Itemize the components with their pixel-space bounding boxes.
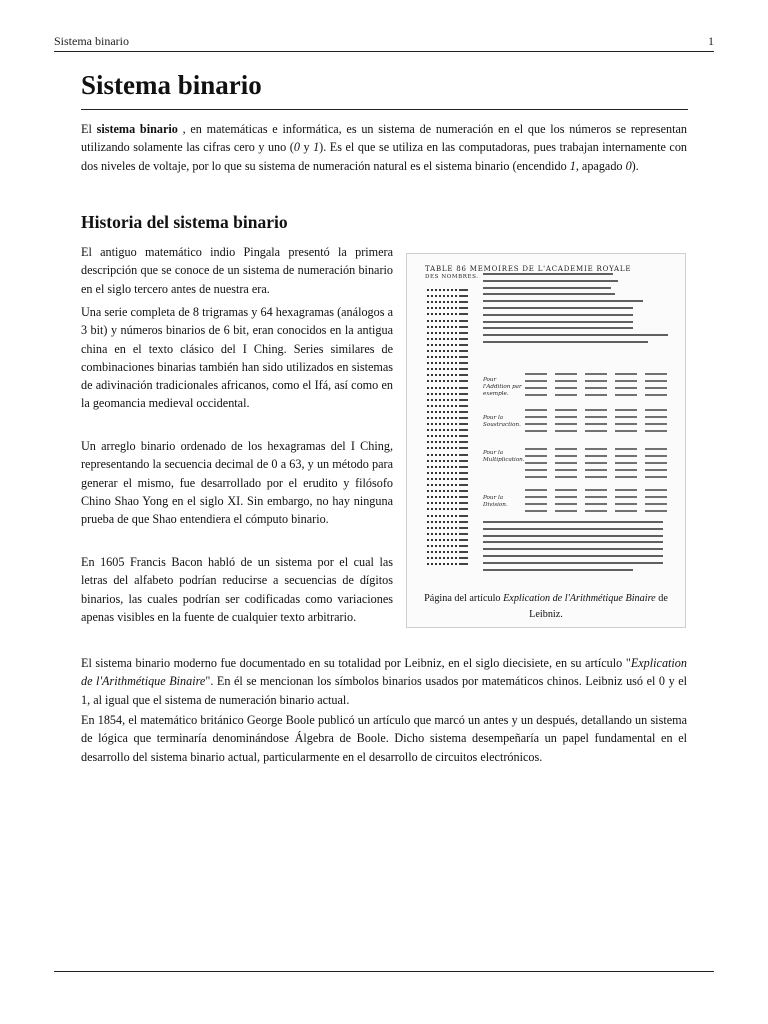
scan-decimal-digits — [459, 350, 468, 352]
scan-subtraction-grid — [525, 407, 673, 437]
paragraph-pingala: El antiguo matemático indio Pingala presentó la primera descripción que se conoce de un sistema de numeración binario en el siglo tercero antes de nuestra era. — [81, 245, 393, 296]
scan-decimal-digits — [459, 545, 468, 547]
scan-decimal-digits — [459, 356, 468, 358]
scan-decimal-digits — [459, 496, 468, 498]
running-title: Sistema binario — [54, 34, 129, 48]
scan-decimal-digits — [459, 320, 468, 322]
scan-binary-digits — [427, 332, 457, 334]
scan-binary-digits — [427, 533, 457, 535]
scan-binary-digits — [427, 295, 457, 297]
scan-decimal-digits — [459, 405, 468, 407]
scan-decimal-digits — [459, 441, 468, 443]
scan-binary-digits — [427, 399, 457, 401]
scan-binary-digits — [427, 472, 457, 474]
scan-binary-digits — [427, 460, 457, 462]
scan-decimal-digits — [459, 417, 468, 419]
scan-decimal-digits — [459, 429, 468, 431]
page-number: 1 — [708, 34, 714, 48]
term-sistema-binario: sistema binario — [96, 122, 178, 136]
scan-decimal-digits — [459, 521, 468, 523]
scan-decimal-digits — [459, 484, 468, 486]
scan-binary-digits — [427, 435, 457, 437]
scan-decimal-digits — [459, 515, 468, 517]
scan-binary-digits — [427, 521, 457, 523]
scan-decimal-digits — [459, 393, 468, 395]
paragraph-leibniz: El sistema binario moderno fue documentado en su totalidad por Leibniz, en el siglo diecisiete, en su artículo "Explication de l'Arithmétique Binaire". En él se mencionan los símbolos binarios usados por matemáticos chinos. Leibniz usó el 0 y el 1, al igual que el sistema de numeración binario actual. — [81, 656, 688, 707]
scan-binary-digits — [427, 441, 457, 443]
scan-decimal-digits — [459, 563, 468, 565]
scan-binary-digits — [427, 423, 457, 425]
scan-binary-digits — [427, 429, 457, 431]
scan-decimal-digits — [459, 362, 468, 364]
scan-header: TABLE 86 MEMOIRES DE L'ACADEMIE ROYALE — [425, 265, 632, 273]
scan-multiplication-grid — [525, 443, 673, 483]
scan-decimal-digits — [459, 411, 468, 413]
scan-binary-digits — [427, 539, 457, 541]
scan-binary-digits — [427, 362, 457, 364]
scan-table-row — [427, 561, 475, 567]
scan-binary-digits — [427, 478, 457, 480]
scan-op-addition: Pour l'Addition par exemple. — [483, 377, 522, 397]
leibniz-page-scan — [425, 265, 675, 577]
running-header — [54, 34, 714, 49]
scan-decimal-digits — [459, 301, 468, 303]
scan-binary-digits — [427, 454, 457, 456]
scan-body-text — [483, 273, 673, 348]
scan-decimal-digits — [459, 326, 468, 328]
scan-op-division: Pour la Division. — [483, 495, 508, 508]
scan-binary-digits — [427, 313, 457, 315]
scan-decimal-digits — [459, 387, 468, 389]
scan-binary-digits — [427, 563, 457, 565]
scan-binary-digits — [427, 411, 457, 413]
scan-decimal-digits — [459, 399, 468, 401]
page-title: Sistema binario — [81, 70, 262, 100]
scan-binary-digits — [427, 484, 457, 486]
scan-decimal-digits — [459, 295, 468, 297]
scan-decimal-digits — [459, 533, 468, 535]
header-rule — [54, 51, 714, 52]
scan-binary-digits — [427, 466, 457, 468]
paragraph-shao-yong: Un arreglo binario ordenado de los hexagramas del I Ching, representando la secuencia decimal de 0 a 63, y un método para generar el mismo, fue desarrollado por el erudito y filósofo Chino Shao Yong en el siglo XI. Sin embargo, no hay ninguna prueba de que Shao entendiera el cómputo binario. — [81, 439, 393, 527]
scan-decimal-digits — [459, 338, 468, 340]
scan-binary-digits — [427, 551, 457, 553]
paragraph-bacon: En 1605 Francis Bacon habló de un sistema por el cual las letras del alfabeto podrían reducirse a secuencias de dígitos binarios, las cuales podrían ser codificadas como variaciones apenas visibles en la fuente de cualquier texto arbitrario. — [81, 555, 393, 624]
scan-binary-digits — [427, 515, 457, 517]
scan-binary-digits — [427, 307, 457, 309]
scan-binary-digits — [427, 447, 457, 449]
binary-number-table — [427, 287, 475, 570]
scan-binary-digits — [427, 417, 457, 419]
scan-subheader: DES NOMBRES. — [425, 274, 479, 280]
scan-binary-digits — [427, 527, 457, 529]
section-title-historia: Historia del sistema binario — [81, 212, 288, 232]
footer-rule — [54, 971, 714, 972]
scan-decimal-digits — [459, 551, 468, 553]
scan-decimal-digits — [459, 332, 468, 334]
scan-binary-digits — [427, 301, 457, 303]
scan-binary-digits — [427, 496, 457, 498]
scan-binary-digits — [427, 374, 457, 376]
intro-paragraph: El sistema binario , en matemáticas e informática, es un sistema de numeración en el que los números se representan utilizando solamente las cifras cero y uno (0 y 1). Es el que se utiliza en las computadoras, pues trabajan internamente con dos niveles de voltaje, por lo que su sistema de numeración natural es el sistema binario (encendido 1, apagado 0). — [81, 122, 688, 173]
scan-decimal-digits — [459, 490, 468, 492]
scan-op-multiplication: Pour la Multiplication. — [483, 450, 525, 463]
figure-caption: Página del artículo Explication de l'Arithmétique Binaire de Leibniz. — [424, 593, 668, 620]
scan-decimal-digits — [459, 447, 468, 449]
scan-binary-digits — [427, 326, 457, 328]
paragraph-boole: En 1854, el matemático británico George Boole publicó un artículo que marcó un antes y un después, detallando un sistema de lógica que terminaría denominándose Álgebra de Boole. Dicho sistema desempeñaría un papel fundamental en el desarrollo del sistema binario actual, particularmente en el desarrollo de circuitos electrónicos. — [81, 713, 687, 764]
scan-decimal-digits — [459, 368, 468, 370]
scan-decimal-digits — [459, 307, 468, 309]
scan-binary-digits — [427, 508, 457, 510]
scan-decimal-digits — [459, 502, 468, 504]
scan-decimal-digits — [459, 454, 468, 456]
leibniz-article-title: Explication de l'Arithmétique Binaire — [81, 656, 687, 689]
scan-decimal-digits — [459, 478, 468, 480]
scan-binary-digits — [427, 344, 457, 346]
scan-binary-digits — [427, 350, 457, 352]
scan-op-subtraction: Pour la Soustraction. — [483, 415, 521, 428]
scan-binary-digits — [427, 387, 457, 389]
scan-decimal-digits — [459, 374, 468, 376]
paragraph-i-ching: Una serie completa de 8 trigramas y 64 hexagramas (análogos a 3 bit) y números binarios de 6 bit, eran conocidos en la antigua china en el texto clásico del I Ching. Series similares de combinaciones binarias también han sido utilizados en sistemas de adivinación tradicionales africanos, como el Ifá, así como en la geomancia medieval occidental. — [81, 305, 393, 411]
scan-decimal-digits — [459, 423, 468, 425]
scan-decimal-digits — [459, 527, 468, 529]
scan-closing-text — [483, 521, 673, 575]
scan-decimal-digits — [459, 289, 468, 291]
title-rule — [81, 109, 688, 110]
scan-division-grid — [525, 487, 673, 517]
scan-binary-digits — [427, 545, 457, 547]
scan-decimal-digits — [459, 508, 468, 510]
scan-decimal-digits — [459, 557, 468, 559]
scan-binary-digits — [427, 380, 457, 382]
scan-binary-digits — [427, 393, 457, 395]
scan-binary-digits — [427, 320, 457, 322]
scan-decimal-digits — [459, 472, 468, 474]
scan-binary-digits — [427, 490, 457, 492]
scan-binary-digits — [427, 356, 457, 358]
scan-binary-digits — [427, 289, 457, 291]
scan-binary-digits — [427, 502, 457, 504]
scan-binary-digits — [427, 368, 457, 370]
scan-decimal-digits — [459, 344, 468, 346]
scan-decimal-digits — [459, 435, 468, 437]
scan-binary-digits — [427, 405, 457, 407]
scan-binary-digits — [427, 338, 457, 340]
leibniz-figure — [406, 253, 686, 628]
scan-decimal-digits — [459, 313, 468, 315]
scan-decimal-digits — [459, 380, 468, 382]
scan-decimal-digits — [459, 460, 468, 462]
scan-decimal-digits — [459, 539, 468, 541]
scan-decimal-digits — [459, 466, 468, 468]
scan-binary-digits — [427, 557, 457, 559]
scan-addition-grid — [525, 371, 673, 401]
